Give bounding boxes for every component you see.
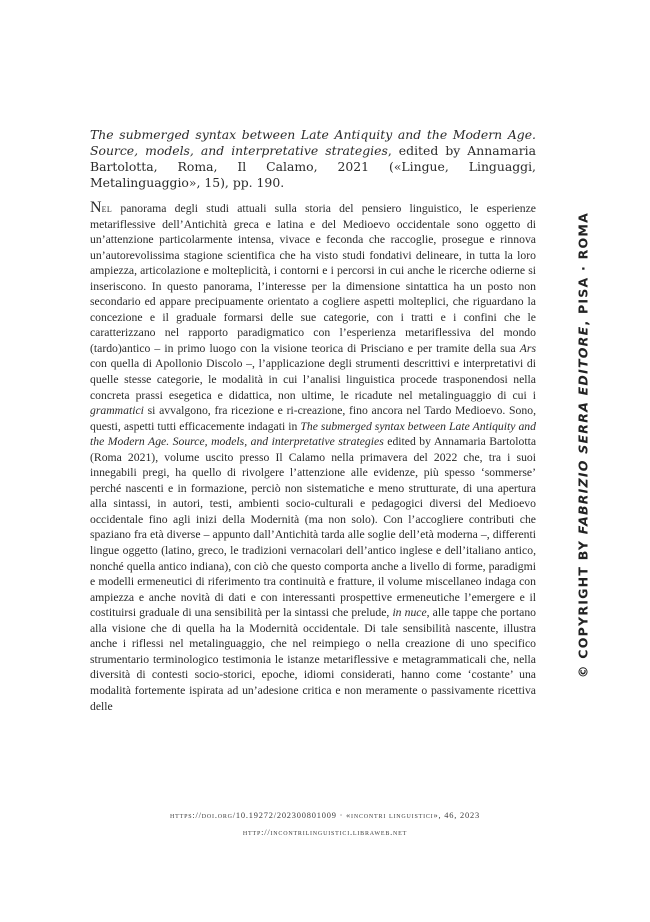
footer-url-line: http://incontrilinguistici.libraweb.net <box>242 828 408 837</box>
body-segment-5: , alle tappe che portano alla visione che di quella ha la Modernità occidentale. Di tale sensibilità nascente, illustra anche i riflessi nel metalinguaggio, che nel reimpiego o nella creazione di uno specifico strumentario terminologico testimonia le istanze metariflessive e metagrammaticali che, nella diversità di contesti socio-storici, epoche, idiomi considerati, hanno come ‘costante’ una modalità fortemente ispirata ad un’adesione critica e non meramente o passivamente ricettiva delle <box>90 606 537 713</box>
copyright-publisher: FABRIZIO SERRA EDITORE <box>575 325 591 535</box>
body-segment-1: panorama degli studi attuali sulla storia del pensiero linguistico, le esperienze metariflessive dell’Antichità greca e latina e del Medioevo occidentale sono oggetto di un’attenzione particolarmente intensa, vivace e feconda che raccoglie, prosegue e rinnova un’autorevolissima stagione scientifica che ha visto studi fondativi delineare, in tutta la loro ampiezza, articolazione e molteplicità, i contorni e i percorsi in cui anche le ricerche odierne si inseriscono. In questo panorama, l’interesse per la dimensione sintattica ha un posto non secondario ed appare precipuamente orientato a cogliere aspetti molteplici, che riguardano la concezione e il graduale formarsi delle sue categorie, con i tratti e i confini che le caratterizzano nel rapporto paradigmatico con l’esperienza metariflessiva del mondo (tardo)antico – in primo luogo con la visione teorica di Prisciano e per tramite della sua <box>90 202 536 355</box>
body-segment-4: edited by Annamaria Bartolotta (Roma 2021), volume uscito presso Il Calamo nella primavera del 2022 che, tra i suoi innegabili pregi, ha quello di rivolgere l’attenzione alle evidenze, più spesso ‘sommerse’ perché nascenti e in formazione, perciò non sistematiche e meno strutturate, di una apertura alla sintassi, in autori, testi, ambienti socio-culturali e pedagogici diversi del Medioevo occidentale fino agli inizi della Modernità (ma non solo). Con l’accogliere contributi che spaziano fra età diverse – appunto dall’Antichità tarda alle soglie dell’età moderna –, differenti lingue oggetto (latino, greco, le tradizioni vernacolari dell’antico inglese e dell’italiano antico, nonché quella antico indiana), con ciò che questo comporta anche a livello di forme, paradigmi e modelli ermeneutici di riferimento tra continuità e fratture, il volume miscellaneo indaga con ampiezza e anche novità di dati e con interessanti prospettive ermeneutiche l’emergere e il costituirsi graduale di una sensibilità per la sintassi che prelude, <box>90 435 537 620</box>
body-segment-3: si avvalgono, fra ricezione e ri-creazione, fino ancora nel Tardo Medioevo. Sono, questi, aspetti tutti efficacemente indagati in <box>90 404 536 433</box>
copyright-vertical-notice <box>570 210 596 680</box>
review-body-text <box>90 200 536 714</box>
body-segment-2: con quella di Apollonio Discolo –, l’applicazione degli strumenti descrittivi e interpretativi di quelle stesse categorie, le modalità in cui l’analisi linguistica procede trasponendosi nella concreta prassi esegetica e didattica, non ultime, le ricadute nel metalinguaggio di cui i <box>90 357 536 402</box>
copyright-prefix: © COPYRIGHT BY <box>575 534 591 679</box>
italic-in-nuce: in nuce <box>392 606 427 620</box>
copyright-text <box>576 210 591 680</box>
copyright-suffix: , PISA · ROMA <box>575 211 591 326</box>
italic-book-title: The submerged syntax between Late Antiquity and the Modern Age. Source, models, and interpretative strategies <box>90 419 536 449</box>
dropcap-first-letter: N <box>90 199 102 216</box>
reviewed-book-title: The submerged syntax between Late Antiquity and the Modern Age. Source, models, and interpretative strategies <box>90 127 536 159</box>
review-reference <box>90 127 536 191</box>
italic-ars: Ars <box>519 341 536 355</box>
reference-details: , edited by Annamaria Bartolotta, Roma, Il Calamo, 2021 («Lingue, Linguaggi, Metalinguaggio», 15), pp. 190. <box>90 143 536 191</box>
footer-doi-line: https://doi.org/10.19272/202300801009 · «incontri linguistici», 46, 2023 <box>170 811 480 820</box>
italic-grammatici: grammatici <box>90 404 144 418</box>
dropcap-small-caps: el <box>101 202 113 215</box>
